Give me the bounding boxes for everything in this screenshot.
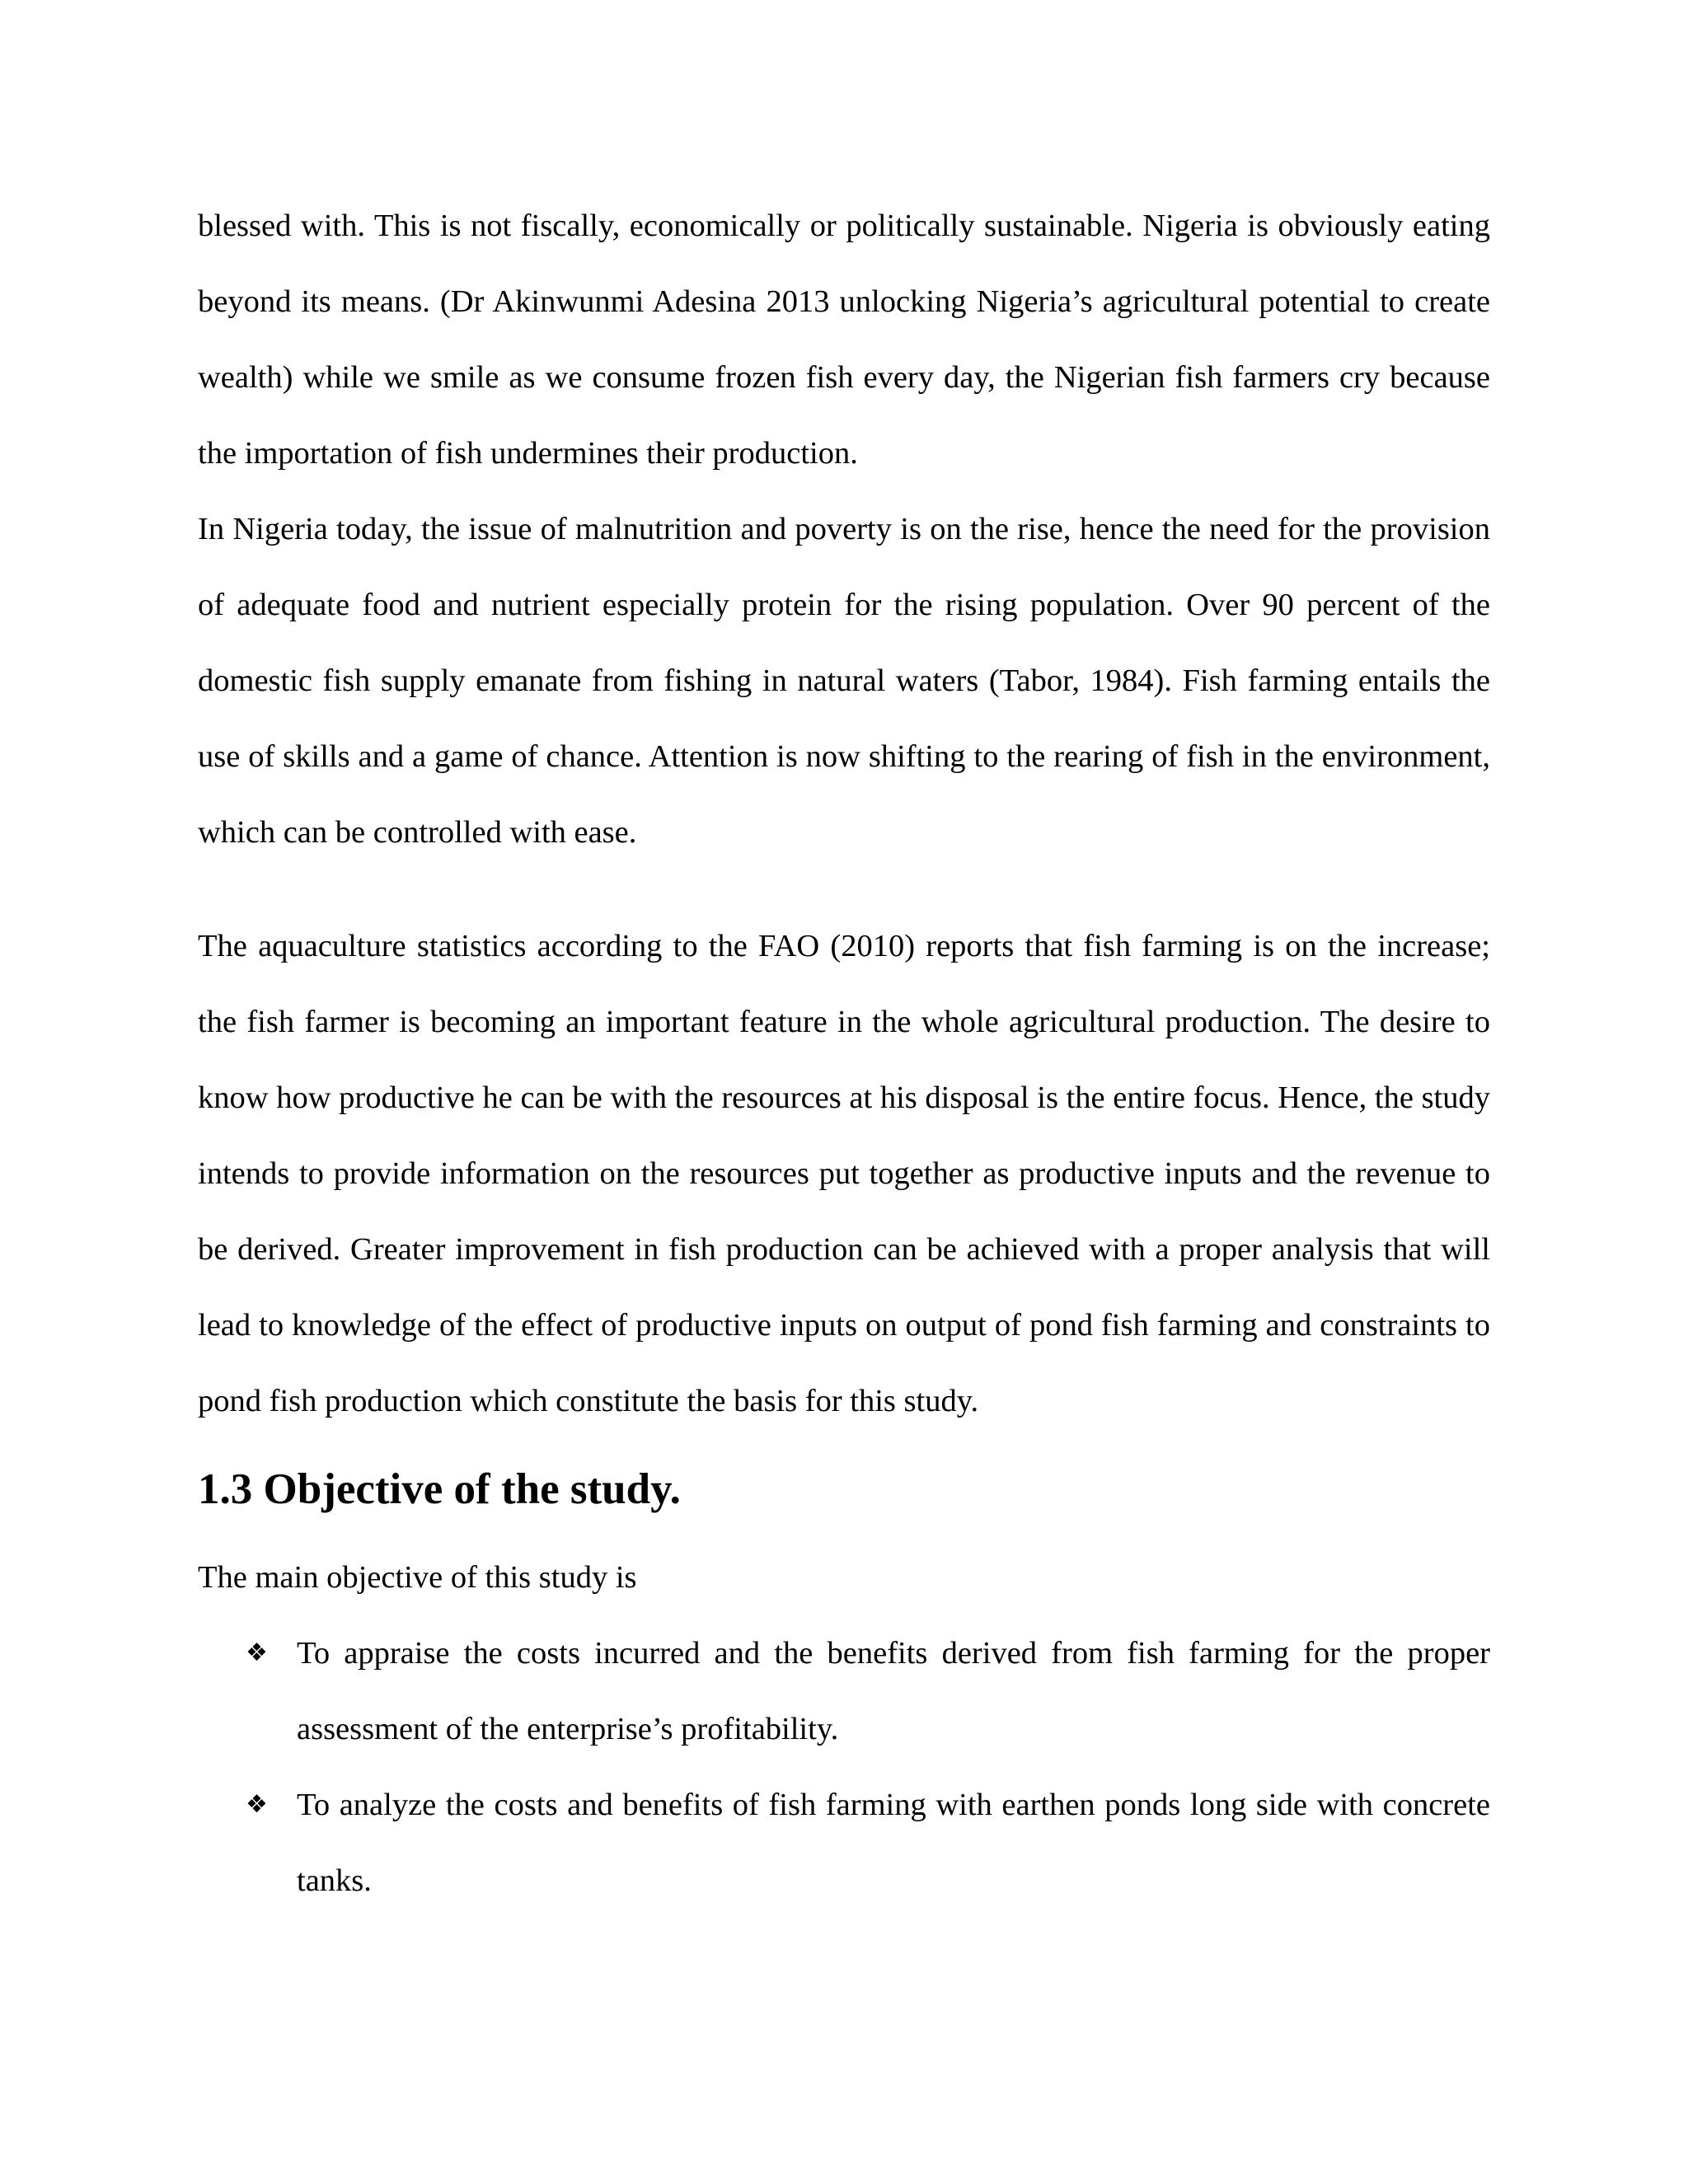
body-paragraph: blessed with. This is not fiscally, economically or politically sustainable. Nigeria is obviously eating beyond its means. (Dr Akinwunmi Adesina 2013 unlocking Nigeria’s agricultural potential to create wealth) while we smile as we consume frozen fish every day, the Nigerian fish farmers cry because the importation of fish undermines their production. [198, 209, 1490, 471]
body-paragraph: The aquaculture statistics according to the FAO (2010) reports that fish farming is on the increase; the fish farmer is becoming an important feature in the whole agricultural production. The desire to know how productive he can be with the resources at his disposal is the entire focus. Hence, the study intends to provide information on the resources put together as productive inputs and the revenue to be derived. Greater improvement in fish production can be achieved with a proper analysis that will lead to knowledge of the effect of productive inputs on output of pond fish farming and constraints to pond fish production which constitute the basis for this study. [198, 929, 1490, 1418]
list-item-text: To analyze the costs and benefits of fish farming with earthen ponds long side with concrete tanks. [297, 1788, 1490, 1898]
diamond-bullet-icon: ❖ [246, 1790, 268, 1819]
section-heading: 1.3 Objective of the study. [198, 1465, 681, 1513]
objective-intro: The main objective of this study is [198, 1560, 637, 1595]
list-item-text: To appraise the costs incurred and the benefits derived from fish farming for the proper assessment of the enterprise’s profitability. [297, 1636, 1490, 1746]
page-content [198, 188, 1490, 1919]
objectives-list [198, 1615, 1490, 1919]
body-paragraph: In Nigeria today, the issue of malnutrition and poverty is on the rise, hence the need for the provision of adequate food and nutrient especially protein for the rising population. Over 90 percent of the domestic fish supply emanate from fishing in natural waters (Tabor, 1984). Fish farming entails the use of skills and a game of chance. Attention is now shifting to the rearing of fish in the environment, which can be controlled with ease. [198, 512, 1490, 850]
list-item [198, 1615, 1490, 1767]
paragraph-spacer [198, 870, 1490, 908]
diamond-bullet-icon: ❖ [246, 1638, 268, 1667]
list-item [198, 1767, 1490, 1919]
